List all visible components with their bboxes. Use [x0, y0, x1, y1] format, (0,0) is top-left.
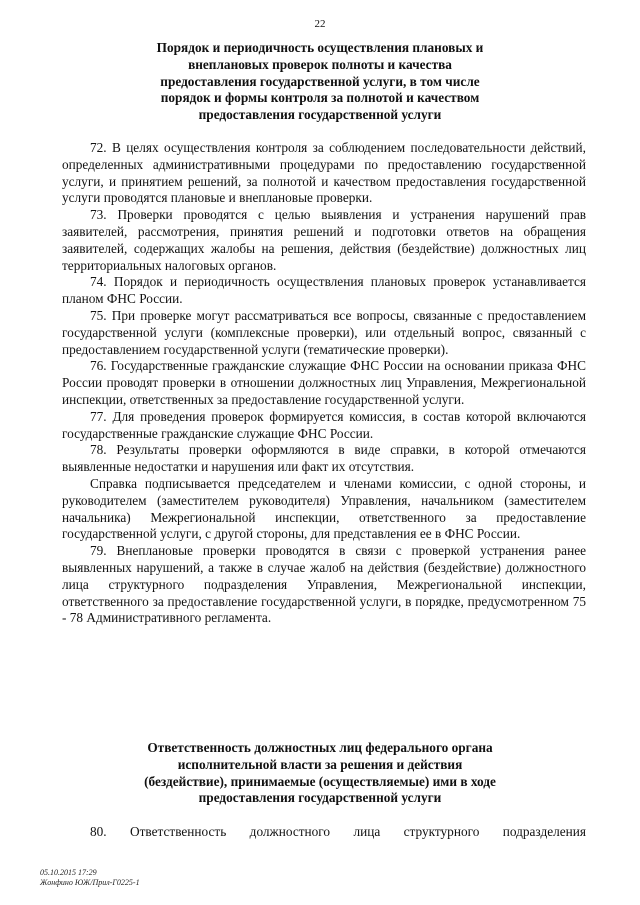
paragraph-72: 72. В целях осуществления контроля за соблюдением последовательности действий, определенных административными процедурами по предоставлению государственной услуги, и принятием решений, за полнотой и качеством предоставления государственной услуги проводятся плановые и внеплановые проверки. — [62, 140, 586, 206]
paragraph-77: 77. Для проведения проверок формируется комиссия, в состав которой включаются государственные гражданские служащие ФНС России. — [62, 408, 586, 441]
section-heading-inspections — [110, 40, 530, 124]
paragraph-78-certificate: Справка подписывается председателем и членами комиссии, с одной стороны, и руководителем (заместителем руководителя) Управления, начальником (заместителем начальника) Межрегиональной инспекции, ответственного за предоставление государственной услуги, с другой стороны, для представления ее в ФНС России. — [62, 475, 586, 542]
paragraph-78: 78. Результаты проверки оформляются в виде справки, в которой отмечаются выявленные недостатки и нарушения или факт их отсутствия. — [62, 442, 586, 475]
heading-line: Порядок и периодичность осуществления плановых и — [156, 40, 484, 55]
heading-line: исполнительной власти за решения и действия — [177, 756, 463, 772]
footer-timestamp: 05.10.2015 17:29 — [40, 868, 97, 877]
heading-line: (бездействие), принимаемые (осуществляемые) ими в ходе — [144, 773, 496, 789]
paragraph-80-line: 80. Ответственность должностного лица структурного подразделения — [90, 824, 586, 839]
paragraph-80 — [62, 824, 586, 841]
heading-line: предоставления государственной услуги — [198, 790, 442, 806]
footer-file-reference: Жонфино ЮЖ/Прил-Г0225-1 — [40, 877, 140, 887]
document-footer — [40, 868, 140, 887]
paragraph-79: 79. Внеплановые проверки проводятся в связи с проверкой устранения ранее выявленных нарушений, а также в случае жалоб на действия (бездействие) должностного лица структурного подразделения Управления, Межрегиональной инспекции, ответственного за предоставление государственной услуги, в порядке, предусмотренном 75 - 78 Административного регламента. — [62, 543, 586, 626]
paragraph-74: 74. Порядок и периодичность осуществления плановых проверок устанавливается планом ФНС России. — [62, 274, 586, 307]
paragraph-76: 76. Государственные гражданские служащие ФНС России на основании приказа ФНС России проводят проверки в отношении должностных лиц Управления, Межрегиональной инспекции, ответственных за предоставление государственной услуги. — [62, 358, 586, 407]
heading-line: внеплановых проверок полноты и качества — [188, 56, 452, 72]
heading-line: Ответственность должностных лиц федерального органа — [147, 740, 493, 755]
paragraph-75: 75. При проверке могут рассматриваться все вопросы, связанные с предоставлением государственной услуги (комплексные проверки), или отдельный вопрос, связанный с предоставлением государственной услуги (тематические проверки). — [62, 307, 586, 357]
heading-line: предоставления государственной услуги — [198, 107, 442, 123]
section-heading-responsibility — [110, 740, 530, 807]
paragraph-73: 73. Проверки проводятся с целью выявления и устранения нарушений прав заявителей, рассмотрения, принятия решений и подготовки ответов на обращения заявителей, содержащих жалобы на решения, действия (бездействие) должностных лиц территориальных налоговых органов. — [62, 207, 586, 273]
heading-line: предоставления государственной услуги, в том числе — [160, 73, 480, 89]
section-body-inspections — [62, 140, 586, 627]
page-number: 22 — [314, 18, 326, 30]
heading-line: порядок и формы контроля за полнотой и качеством — [160, 90, 480, 106]
